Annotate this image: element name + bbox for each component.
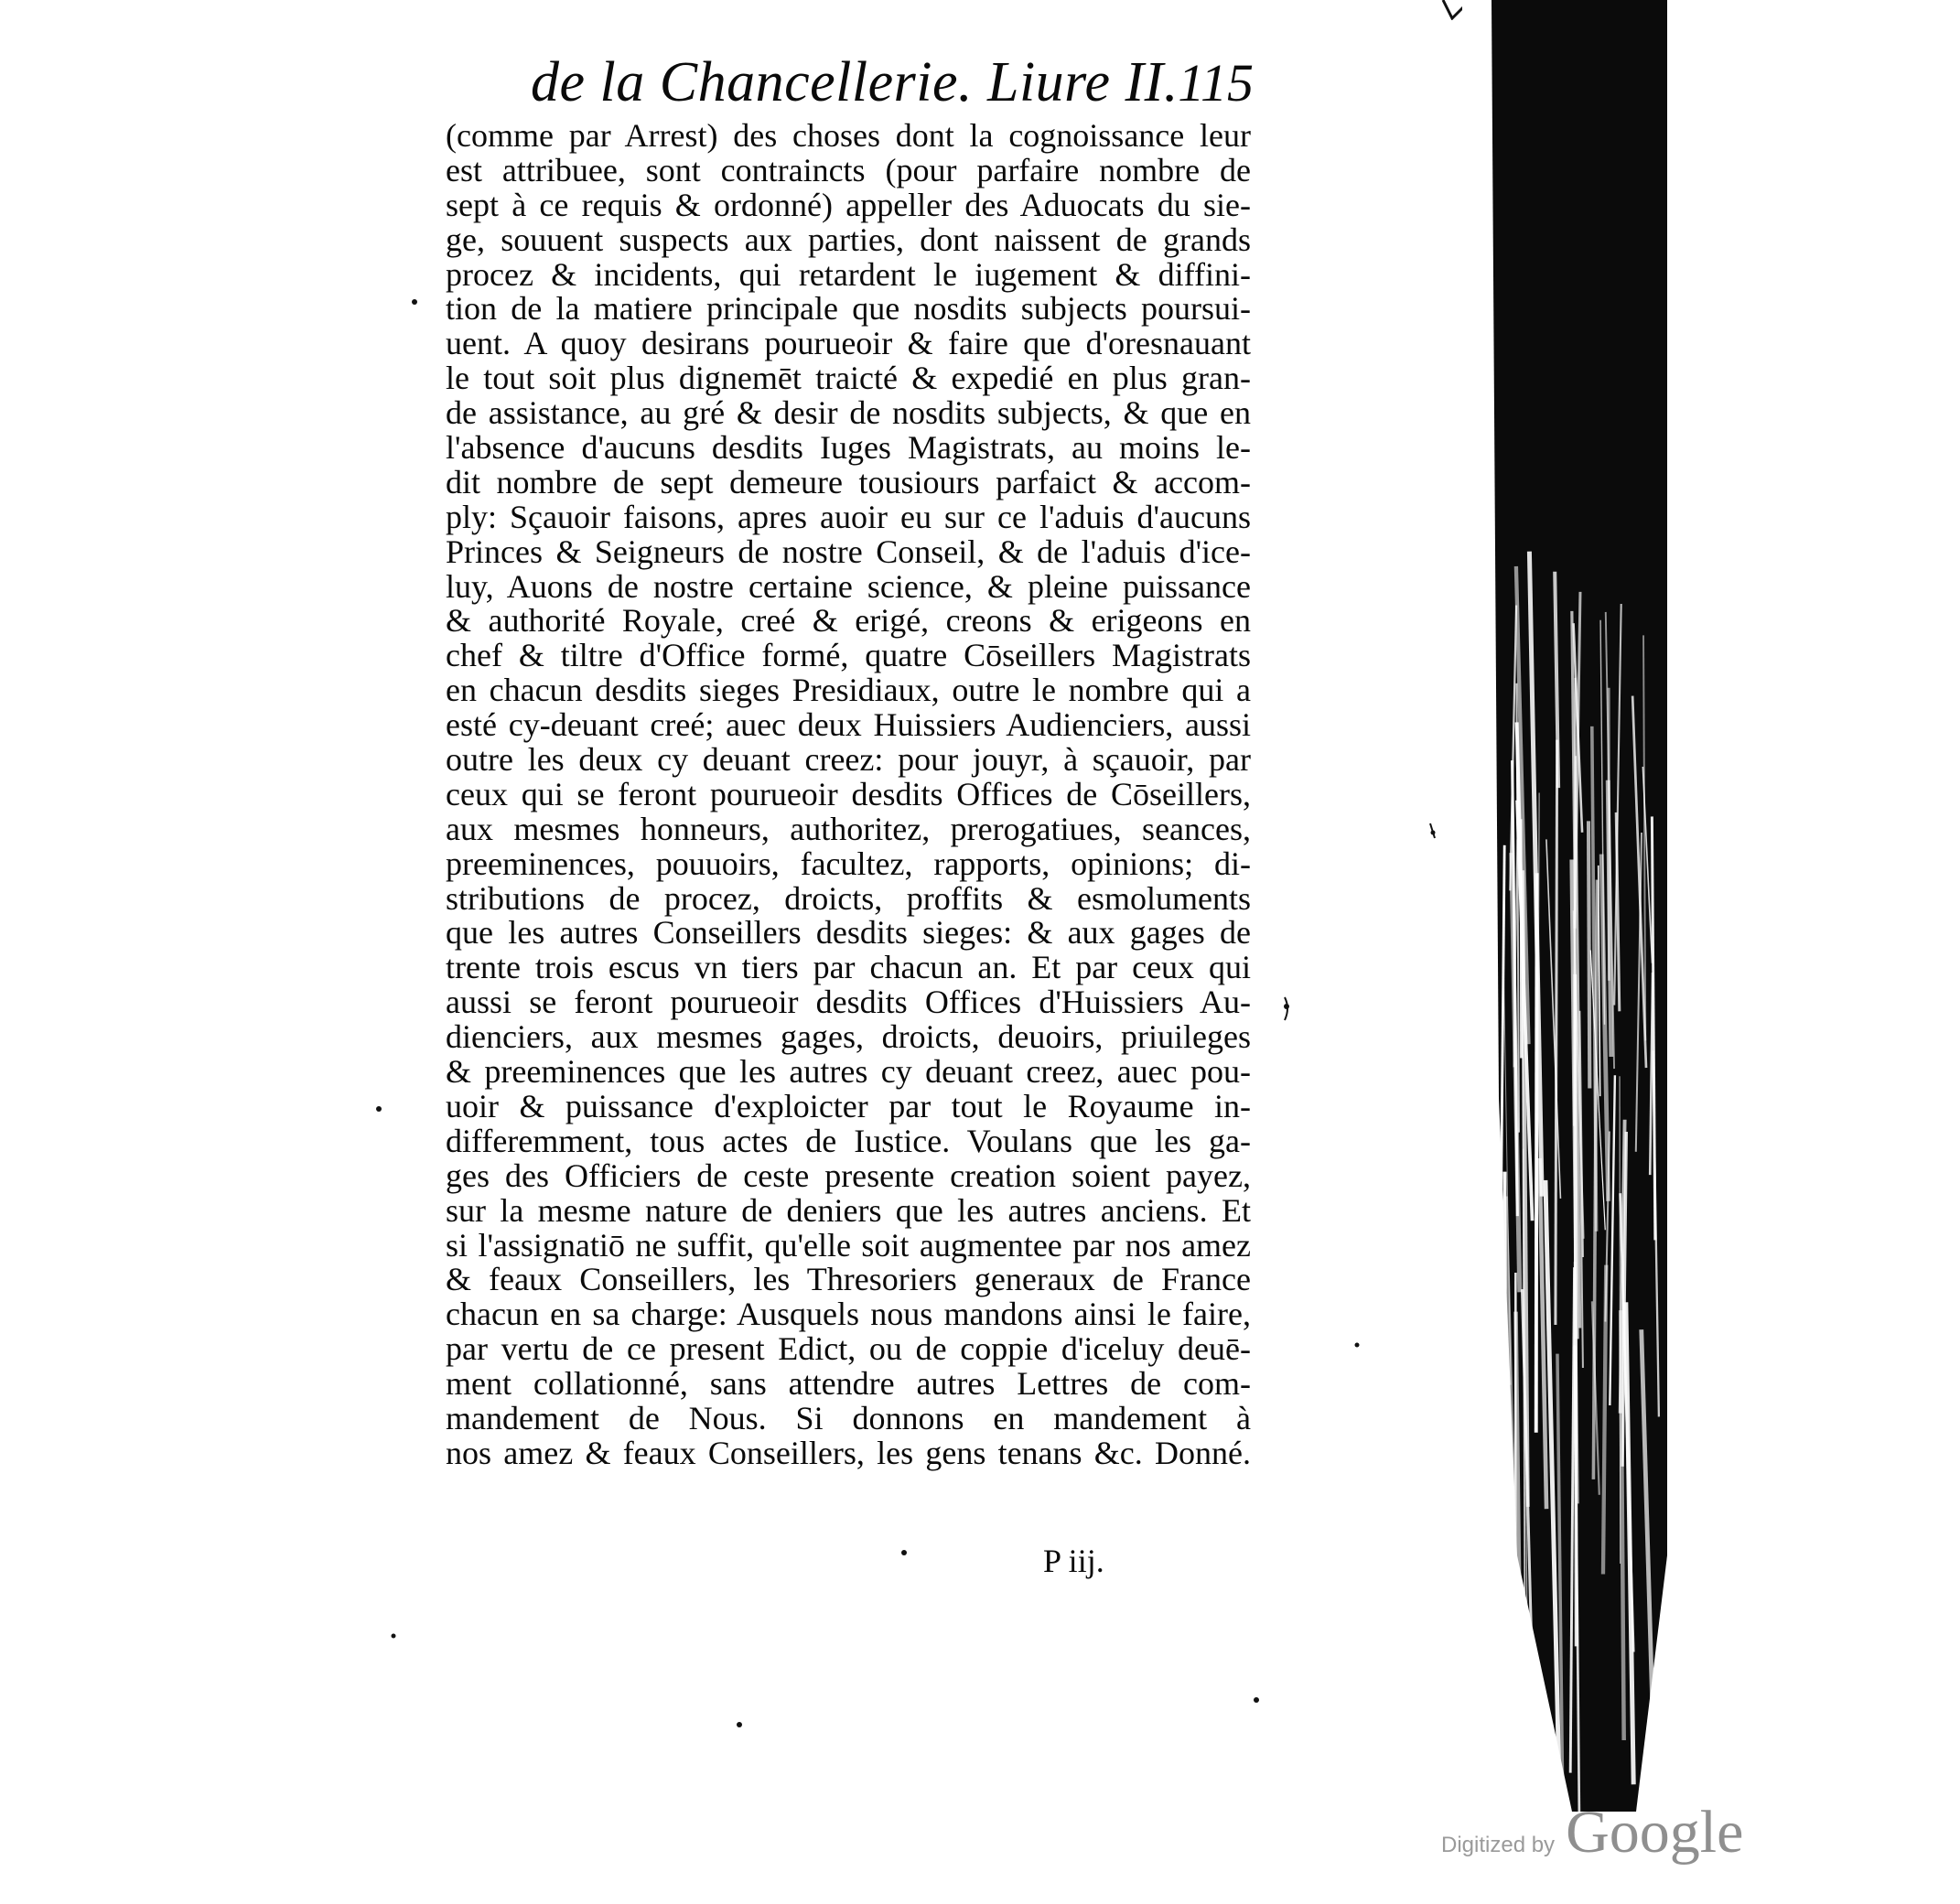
watermark-prefix: Digitized by (1441, 1833, 1556, 1857)
running-head: de la Chancellerie. Liure II. (531, 51, 1179, 113)
watermark-logo: Google (1566, 1799, 1744, 1866)
text-line: procez & incidents, qui retardent le iugement & diffini- (446, 255, 1251, 293)
text-line: sur la mesme nature de deniers que les autres anciens. Et (446, 1191, 1251, 1229)
text-line: l'absence d'aucuns desdits Iuges Magistrats, au moins le- (446, 429, 1251, 467)
text-line: uoir & puissance d'exploicter par tout le Royaume in- (446, 1087, 1251, 1124)
text-line: ge, souuent suspects aux parties, dont naissent de grands (446, 221, 1251, 258)
text-line: uent. A quoy desirans pourueoir & faire que d'oresnauant (446, 325, 1251, 362)
page-edge-shadow (1462, 0, 1667, 1812)
page-number: 115 (1178, 53, 1254, 113)
text-line: ment collationné, sans attendre autres Lettres de com- (446, 1365, 1251, 1403)
text-line: luy, Auons de nostre certaine science, & pleine puissance (446, 567, 1251, 605)
body-text (446, 119, 1251, 1471)
text-line: aussi se feront pourueoir desdits Offices d'Huissiers Au- (446, 984, 1251, 1021)
text-line: dienciers, aux mesmes gages, droicts, deuoirs, priuileges (446, 1018, 1251, 1056)
text-line: que les autres Conseillers desdits sieges: & aux gages de (446, 914, 1251, 952)
text-line: nos amez & feaux Conseillers, les gens tenans &c. Donné. (446, 1434, 1251, 1471)
text-line: si l'assignatiō ne suffit, qu'elle soit augmentee par nos amez (446, 1226, 1251, 1264)
text-line: sept à ce requis & ordonné) appeller des Aduocats du sie- (446, 186, 1251, 223)
text-line: ges des Officiers de ceste presente creation soient payez, (446, 1156, 1251, 1194)
text-line: mandement de Nous. Si donnons en mandement à (446, 1399, 1251, 1436)
text-line: dit nombre de sept demeure tousiours parfaict & accom- (446, 463, 1251, 500)
text-line: & authorité Royale, creé & erigé, creons & erigeons en (446, 602, 1251, 640)
text-line: esté cy-deuant creé; auec deux Huissiers Audienciers, aussi (446, 706, 1251, 744)
signature-mark: P iij. (1043, 1543, 1104, 1579)
text-line: chef & tiltre d'Office formé, quatre Cōseillers Magistrats (446, 637, 1251, 674)
text-line: & feaux Conseillers, les Thresoriers generaux de France (446, 1261, 1251, 1298)
text-line: ceux qui se feront pourueoir desdits Offices de Cōseillers, (446, 775, 1251, 812)
text-line: Princes & Seigneurs de nostre Conseil, & de l'aduis d'ice- (446, 532, 1251, 570)
text-line: & preeminences que les autres cy deuant creez, auec pou- (446, 1053, 1251, 1091)
text-line: preeminences, pouuoirs, facultez, rapports, opinions; di- (446, 844, 1251, 882)
text-line: ply: Sçauoir faisons, apres auoir eu sur ce l'aduis d'aucuns (446, 498, 1251, 535)
text-line: tion de la matiere principale que nosdits subjects poursui- (446, 290, 1251, 328)
text-line: chacun en sa charge: Ausquels nous mandons ainsi le faire, (446, 1296, 1251, 1333)
text-line: differemment, tous actes de Iustice. Voulans que les ga- (446, 1122, 1251, 1159)
page-header (531, 50, 1254, 124)
text-line: de assistance, au gré & desir de nosdits subjects, & que en (446, 394, 1251, 432)
digitized-watermark (1441, 1798, 1954, 1871)
text-line: outre les deux cy deuant creez: pour jouyr, à sçauoir, par (446, 741, 1251, 779)
text-line: aux mesmes honneurs, authoritez, prerogatiues, seances, (446, 810, 1251, 847)
text-line: stributions de procez, droicts, proffits & esmoluments (446, 879, 1251, 917)
text-line: le tout soit plus dignemēt traicté & expedié en plus gran- (446, 360, 1251, 397)
text-line: par vertu de ce present Edict, ou de coppie d'iceluy deuē- (446, 1330, 1251, 1368)
text-line: est attribuee, sont contraincts (pour parfaire nombre de (446, 151, 1251, 188)
text-line: en chacun desdits sieges Presidiaux, outre le nombre qui a (446, 672, 1251, 709)
text-line: trente trois escus vn tiers par chacun an. Et par ceux qui (446, 949, 1251, 986)
text-line: (comme par Arrest) des choses dont la cognoissance leur (446, 117, 1251, 154)
